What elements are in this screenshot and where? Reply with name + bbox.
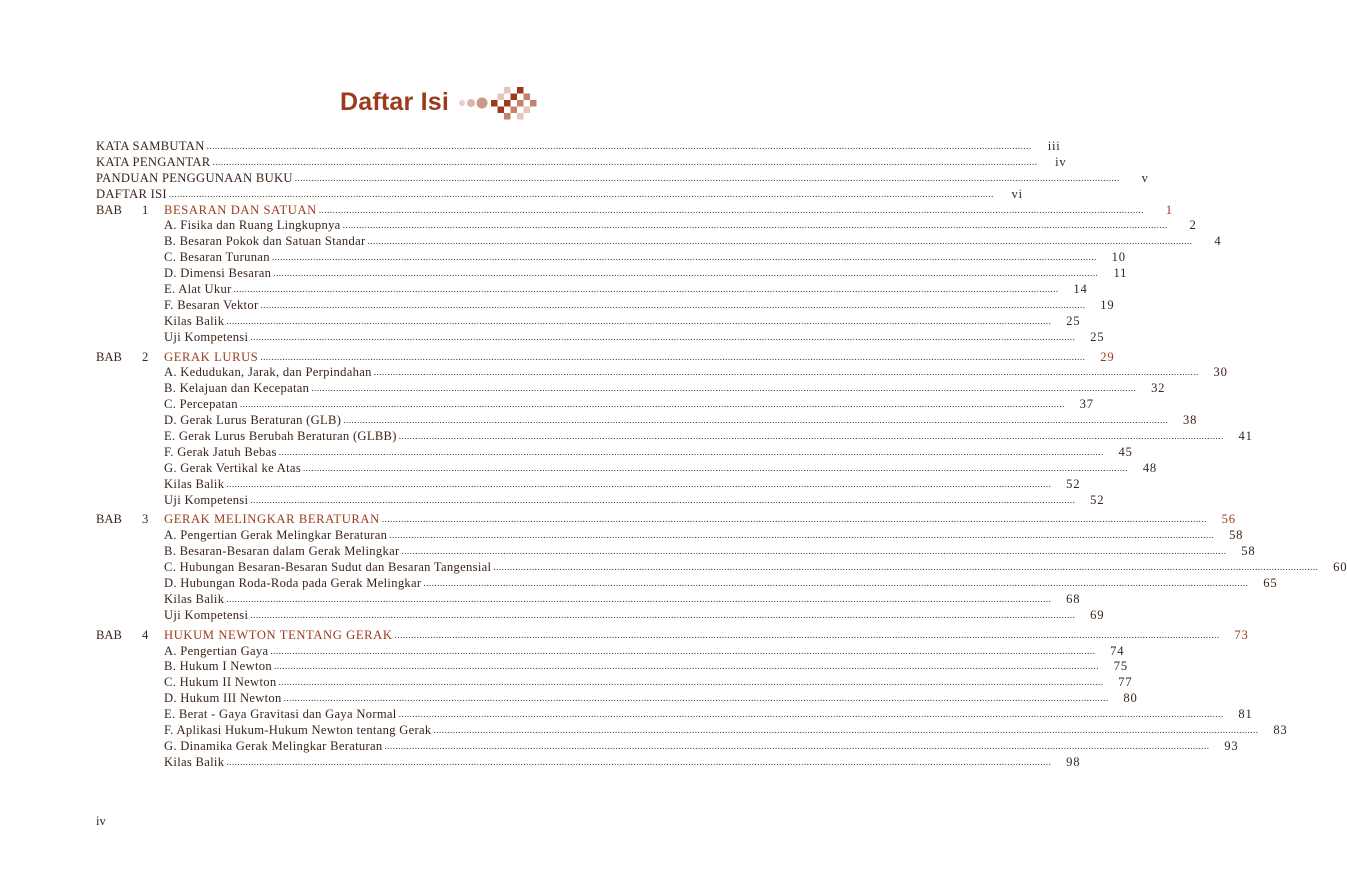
toc-section-item	[96, 460, 1158, 477]
checker-square	[523, 94, 530, 101]
dot-leader: ............................................................................................................................................................................................................................................................................................................	[273, 268, 1099, 279]
page-ref: 4	[1214, 234, 1222, 249]
toc-section-item	[96, 297, 1115, 314]
dot-leader: ............................................................................................................................................................................................................................................................................................................	[493, 562, 1319, 573]
page-ref: 25	[1090, 329, 1105, 344]
dot-leader: ............................................................................................................................................................................................................................................................................................................	[423, 578, 1249, 589]
toc-section-item	[96, 250, 1126, 266]
toc-section-item	[96, 282, 1088, 298]
toc-chapter-row	[96, 512, 1236, 528]
section-label: Uji Kompetensi	[164, 492, 249, 507]
section-label: B. Besaran Pokok dan Satuan Standar	[164, 234, 366, 249]
toc-front-item	[96, 138, 1061, 155]
toc-section-item	[96, 528, 1244, 544]
dot-leader: ............................................................................................................................................................................................................................................................................................................	[271, 252, 1097, 263]
page-ref: 48	[1142, 460, 1158, 475]
page-ref: 11	[1113, 266, 1128, 281]
toc-section-item	[96, 365, 1228, 381]
page-ref: 41	[1238, 429, 1253, 444]
toc-section-item	[96, 492, 1105, 509]
chapter-number: 4	[142, 627, 149, 642]
dot-leader: ............................................................................................................................................................................................................................................................................................................	[270, 645, 1096, 656]
page-ref: 52	[1090, 492, 1105, 507]
toc-section-item	[96, 266, 1128, 282]
page-ref: 77	[1118, 675, 1133, 690]
page-ref: 2	[1189, 218, 1197, 233]
section-label: F. Besaran Vektor	[164, 297, 259, 312]
toc-section-item	[96, 691, 1138, 707]
chapter-title: GERAK LURUS	[164, 349, 259, 364]
checker-square	[504, 100, 511, 107]
dot-leader: ............................................................................................................................................................................................................................................................................................................	[294, 172, 1120, 183]
toc-section-item	[96, 560, 1347, 576]
page-ref: 75	[1113, 659, 1128, 674]
page-ref: 68	[1066, 591, 1081, 606]
dot-leader: ............................................................................................................................................................................................................................................................................................................	[239, 399, 1065, 410]
section-label: C. Hubungan Besaran-Besaran Sudut dan Besaran Tangensial	[164, 560, 492, 575]
dot-leader: ............................................................................................................................................................................................................................................................................................................	[401, 546, 1227, 557]
toc-section-item	[96, 607, 1105, 624]
dot-leader: ............................................................................................................................................................................................................................................................................................................	[273, 661, 1099, 672]
chapter-number: 2	[142, 349, 149, 364]
section-label: A. Pengertian Gaya	[164, 643, 269, 658]
section-label: E. Gerak Lurus Berubah Beraturan (GLBB)	[164, 429, 397, 444]
dot-leader: ............................................................................................................................................................................................................................................................................................................	[250, 331, 1076, 342]
chapter-bab-label: BAB	[96, 349, 122, 364]
section-label: C. Besaran Turunan	[164, 250, 270, 265]
toc-section-item	[96, 413, 1198, 429]
chapter-title: GERAK MELINGKAR BERATURAN	[164, 512, 380, 527]
toc-section-item	[96, 329, 1105, 346]
toc-section-item	[96, 476, 1081, 493]
dot-leader: ............................................................................................................................................................................................................................................................................................................	[226, 315, 1052, 326]
page-header	[340, 82, 539, 122]
section-label: D. Dimensi Besaran	[164, 266, 272, 281]
section-label: C. Percepatan	[164, 397, 238, 412]
toc-section-item	[96, 707, 1253, 723]
page-ref: 19	[1100, 297, 1115, 312]
page-ref: 1	[1165, 202, 1173, 217]
table-of-contents	[96, 138, 1347, 771]
dot-leader: ............................................................................................................................................................................................................................................................................................................	[226, 593, 1052, 604]
chapter-title: BESARAN DAN SATUAN	[164, 202, 317, 217]
dot-leader: ............................................................................................................................................................................................................................................................................................................	[398, 709, 1224, 720]
checker-square	[530, 100, 537, 107]
toc-section-item	[96, 544, 1256, 560]
dot-leader: ............................................................................................................................................................................................................................................................................................................	[168, 188, 994, 199]
dot-leader: ............................................................................................................................................................................................................................................................................................................	[318, 204, 1144, 215]
page-ref: 25	[1066, 313, 1081, 328]
toc-section-item	[96, 591, 1081, 608]
page-ref: v	[1141, 170, 1149, 185]
toc-section-item	[96, 643, 1125, 660]
page-ref: 14	[1073, 282, 1088, 296]
page-ref: 73	[1234, 627, 1249, 642]
dot-leader: ............................................................................................................................................................................................................................................................................................................	[260, 351, 1086, 362]
page-ref: 80	[1123, 691, 1138, 706]
toc-section-item	[96, 738, 1239, 755]
toc-section-item	[96, 754, 1081, 771]
page-ref: 45	[1118, 444, 1133, 459]
section-label: Uji Kompetensi	[164, 607, 249, 622]
front-matter-label: DAFTAR ISI	[96, 186, 167, 201]
dot-leader: ............................................................................................................................................................................................................................................................................................................	[250, 609, 1076, 620]
dot-leader: ............................................................................................................................................................................................................................................................................................................	[343, 415, 1169, 426]
checker-square	[491, 100, 498, 107]
page-ref: 32	[1151, 381, 1166, 396]
checker-square	[517, 87, 524, 94]
section-label: B. Kelajuan dan Kecepatan	[164, 381, 310, 396]
checker-square	[510, 107, 517, 114]
dot-leader: ............................................................................................................................................................................................................................................................................................................	[342, 220, 1168, 231]
page-title: Daftar Isi	[340, 87, 449, 116]
dot-leader: ............................................................................................................................................................................................................................................................................................................	[260, 299, 1086, 310]
section-label: D. Hubungan Roda-Roda pada Gerak Melingkar	[164, 576, 422, 591]
section-label: D. Gerak Lurus Beraturan (GLB)	[164, 413, 342, 428]
section-label: B. Besaran-Besaran dalam Gerak Melingkar	[164, 544, 400, 559]
chapter-bab-label: BAB	[96, 512, 122, 527]
front-matter-label: KATA PENGANTAR	[96, 154, 211, 169]
toc-chapter-row	[96, 349, 1115, 366]
page-ref: 58	[1229, 528, 1244, 543]
dot-leader: ............................................................................................................................................................................................................................................................................................................	[367, 236, 1193, 247]
dot-leader: ............................................................................................................................................................................................................................................................................................................	[226, 756, 1052, 767]
page-ref: 98	[1066, 754, 1081, 769]
toc-chapter-row	[96, 627, 1249, 644]
toc-section-item	[96, 429, 1253, 445]
section-label: E. Alat Ukur	[164, 282, 232, 296]
page-ref: 81	[1238, 707, 1253, 722]
section-label: Kilas Balik	[164, 313, 225, 328]
checker-square	[504, 87, 511, 94]
section-label: F. Gerak Jatuh Bebas	[164, 444, 277, 459]
toc-section-item	[96, 659, 1128, 676]
section-label: F. Aplikasi Hukum-Hukum Newton tentang Gerak	[164, 723, 432, 738]
toc-section-item	[96, 381, 1166, 397]
section-label: A. Fisika dan Ruang Lingkupnya	[164, 218, 341, 233]
page-ref: 10	[1111, 250, 1126, 265]
chapter-number: 1	[142, 202, 149, 217]
dot-leader: ............................................................................................................................................................................................................................................................................................................	[303, 462, 1129, 473]
page-ref: 56	[1221, 512, 1236, 527]
toc-section-item	[96, 444, 1133, 461]
checker-square	[504, 113, 511, 120]
page-ref: 38	[1183, 413, 1198, 428]
toc-section-item	[96, 675, 1133, 691]
section-label: Uji Kompetensi	[164, 329, 249, 344]
front-matter-label: KATA SAMBUTAN	[96, 138, 205, 153]
dot-leader: ............................................................................................................................................................................................................................................................................................................	[373, 367, 1199, 378]
dot-leader: ............................................................................................................................................................................................................................................................................................................	[381, 514, 1207, 525]
page-ref: 37	[1079, 397, 1094, 412]
toc-section-item	[96, 723, 1288, 739]
checker-square	[517, 113, 524, 120]
dot-leader: ............................................................................................................................................................................................................................................................................................................	[394, 629, 1220, 640]
front-matter-label: PANDUAN PENGGUNAAN BUKU	[96, 170, 293, 185]
page-ref: 74	[1110, 643, 1125, 658]
page-ref: 29	[1100, 349, 1115, 364]
toc-section-item	[96, 234, 1222, 250]
page-ref: vi	[1011, 186, 1023, 201]
toc-section-item	[96, 313, 1081, 330]
dot-leader: ............................................................................................................................................................................................................................................................................................................	[311, 383, 1137, 394]
section-label: Kilas Balik	[164, 476, 225, 491]
dot-leader: ............................................................................................................................................................................................................................................................................................................	[389, 530, 1215, 541]
page-ref: 30	[1213, 365, 1228, 380]
section-label: A. Pengertian Gerak Melingkar Beraturan	[164, 528, 388, 543]
section-label: A. Kedudukan, Jarak, dan Perpindahan	[164, 365, 372, 380]
toc-front-item	[96, 186, 1023, 203]
dot-leader: ............................................................................................................................................................................................................................................................................................................	[283, 693, 1109, 704]
page-ref: iv	[1055, 154, 1067, 169]
dot-leader: ............................................................................................................................................................................................................................................................................................................	[278, 677, 1104, 688]
toc-section-item	[96, 397, 1094, 413]
toc-section-item	[96, 576, 1278, 592]
section-label: C. Hukum II Newton	[164, 675, 277, 690]
chapter-bab-label: BAB	[96, 627, 122, 642]
page-ref: 83	[1273, 723, 1288, 738]
section-label: G. Dinamika Gerak Melingkar Beraturan	[164, 738, 383, 753]
section-label: B. Hukum I Newton	[164, 659, 272, 674]
toc-section-item	[96, 218, 1197, 234]
checker-square	[510, 94, 517, 101]
dot-leader: ............................................................................................................................................................................................................................................................................................................	[433, 725, 1259, 736]
page-ref: iii	[1047, 138, 1061, 153]
dot-leader: ............................................................................................................................................................................................................................................................................................................	[206, 140, 1032, 151]
checker-square	[523, 107, 530, 114]
section-label: D. Hukum III Newton	[164, 691, 282, 706]
dot-leader: ............................................................................................................................................................................................................................................................................................................	[278, 446, 1104, 457]
page-ref: 69	[1090, 607, 1105, 622]
decorative-dots-icon	[457, 82, 539, 122]
checker-square	[517, 100, 524, 107]
checker-square	[497, 94, 504, 101]
toc-front-item	[96, 154, 1067, 171]
dot-leader: ............................................................................................................................................................................................................................................................................................................	[212, 156, 1038, 167]
dot-leader: ............................................................................................................................................................................................................................................................................................................	[226, 478, 1052, 489]
dot-leader: ............................................................................................................................................................................................................................................................................................................	[398, 431, 1224, 442]
page-ref: 52	[1066, 476, 1081, 491]
checker-square	[497, 107, 504, 114]
dot-leader: ............................................................................................................................................................................................................................................................................................................	[384, 740, 1210, 751]
chapter-bab-label: BAB	[96, 202, 122, 217]
page-ref: 93	[1224, 738, 1239, 753]
page-ref: 65	[1263, 576, 1278, 591]
toc-front-item	[96, 170, 1149, 187]
section-label: Kilas Balik	[164, 591, 225, 606]
section-label: Kilas Balik	[164, 754, 225, 769]
section-label: G. Gerak Vertikal ke Atas	[164, 460, 302, 475]
chapter-title: HUKUM NEWTON TENTANG GERAK	[164, 627, 393, 642]
chapter-number: 3	[142, 512, 149, 527]
section-label: E. Berat - Gaya Gravitasi dan Gaya Normal	[164, 707, 397, 722]
toc-chapter-row	[96, 202, 1173, 219]
page-ref: 58	[1241, 544, 1256, 559]
dot-leader: ............................................................................................................................................................................................................................................................................................................	[250, 494, 1076, 505]
dot-leader: ............................................................................................................................................................................................................................................................................................................	[233, 284, 1059, 294]
page-number: iv	[96, 814, 106, 828]
page-ref: 60	[1333, 560, 1347, 575]
